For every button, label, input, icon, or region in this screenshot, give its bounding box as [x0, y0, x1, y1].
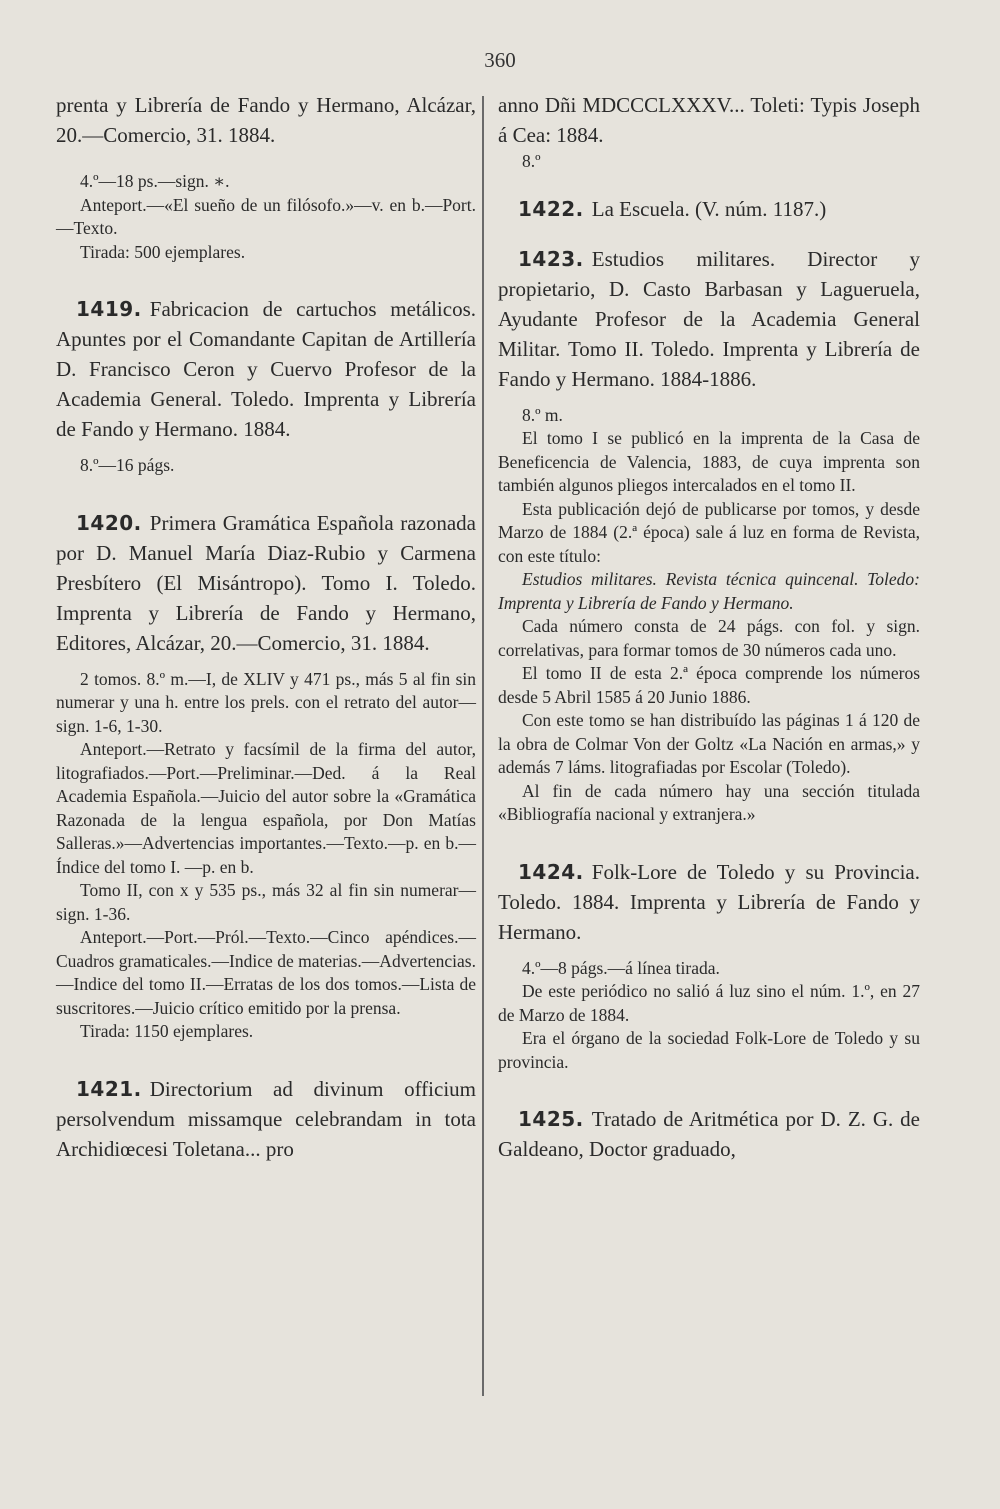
entry-1423-note: El tomo I se publicó en la imprenta de la Casa de Beneficencia de Valencia, 1883, de cuya imprenta son también algunos pliegos intercalados en el tomo II. [498, 428, 920, 495]
entry-1423-note: Con este tomo se han distribuído las páginas 1 á 120 de la obra de Colmar Von der Goltz «La Nación en armas,» y además 7 láms. litografiadas por Escolar (Toledo). [498, 710, 920, 777]
entry-1423-note: Esta publicación dejó de publicarse por tomos, y desde Marzo de 1884 (2.ª época) sale á luz en forma de Revista, con este título: [498, 498, 920, 566]
entry-1424 [498, 857, 920, 947]
entry-1424-format: 4.º—8 págs.—á línea tirada. [522, 957, 720, 978]
continued-entry-text: prenta y Librería de Fando y Hermano, Alcázar, 20.—Comercio, 31. 1884. [56, 93, 476, 147]
page-number: 360 [484, 48, 516, 72]
entry-number: 1420. [76, 510, 142, 535]
entry-1423-format: 8.º m. [522, 404, 563, 425]
entry-1420-tomo2: Tomo II, con x y 535 ps., más 32 al fin sin numerar—sign. 1-36. [56, 880, 476, 924]
entry-number: 1421. [76, 1076, 142, 1101]
entry-1420-tirada: Tirada: 1150 ejemplares. [80, 1021, 254, 1041]
entry-number: 1419. [76, 297, 142, 321]
entry-1423 [498, 244, 920, 394]
entry-1420-anteport2: Anteport.—Port.—Pról.—Texto.—Cinco apéndices.—Cuadros gramaticales.—Indice de materias.—Advertencias.—Indice del tomo II.—Erratas de los dos tomos.—Lista de suscritores.—Juicio crítico emitido por la prensa. [56, 927, 476, 1018]
right-column [498, 90, 920, 1164]
entry-1423-note: Al fin de cada número hay una sección titulada «Bibliografía nacional y extranjera.» [498, 780, 920, 824]
continued-entry-tirada: Tirada: 500 ejemplares. [80, 241, 246, 262]
entry-title: Directorium ad divinum officium persolvendum missamque celebrandam in tota Archidiœcesi Toletana... pro [56, 1076, 476, 1161]
entry-1421 [56, 1074, 476, 1164]
entry-1425 [498, 1104, 920, 1164]
entry-title: Fabricacion de cartuchos metálicos. Apuntes por el Comandante Capitan de Artillería D. Francisco Ceron y Cuervo Profesor de la Academia General. Toledo. Imprenta y Librería de Fando y Hermano. 1884. [56, 297, 476, 441]
left-column [56, 90, 476, 1164]
entry-1420-format: 2 tomos. 8.º m.—I, de XLIV y 471 ps., más 5 al fin sin numerar y una h. entre los prels. con el retrato del autor—sign. 1-6, 1-30. [56, 668, 476, 736]
entry-title: La Escuela. (V. núm. 1187.) [591, 196, 827, 221]
continued-entry-anteport: Anteport.—«El sueño de un filósofo.»—v. en b.—Port.—Texto. [56, 194, 476, 238]
entry-1422 [498, 194, 920, 224]
entry-title: Estudios militares. Director y propietario, D. Casto Barbasan y Lagueruela, Ayudante Profesor de la Academia General Militar. Tomo II. Toledo. Imprenta y Librería de Fando y Hermano. 1884-1886. [498, 246, 920, 391]
entry-title: Primera Gramática Española razonada por D. Manuel María Diaz-Rubio y Carmena Presbítero (El Misántropo). Tomo I. Toledo. Imprenta y Librería de Fando y Hermano, Editores, Alcázar, 20.—Comercio, 31. 1884. [56, 510, 476, 655]
entry-1424-note: Era el órgano de la sociedad Folk-Lore de Toledo y su provincia. [498, 1028, 920, 1072]
entry-1423-note: El tomo II de esta 2.ª época comprende los números desde 5 Abril 1585 á 20 Junio 1886. [498, 663, 920, 707]
entry-title: Folk-Lore de Toledo y su Provincia. Toledo. 1884. Imprenta y Librería de Fando y Hermano. [498, 859, 920, 944]
continued-entry-text: anno Dñi MDCCCLXXXV... Toleti: Typis Joseph á Cea: 1884. [498, 93, 920, 147]
entry-1420 [56, 508, 476, 658]
entry-number: 1423. [518, 246, 584, 271]
entry-1419 [56, 294, 476, 444]
entry-number: 1425. [518, 1107, 584, 1131]
entry-1424-note: De este periódico no salió á luz sino el núm. 1.º, en 27 de Marzo de 1884. [498, 981, 920, 1025]
entry-title: Tratado de Aritmética por D. Z. G. de Galdeano, Doctor graduado, [498, 1107, 920, 1161]
entry-1423-revista-title: Estudios militares. Revista técnica quincenal. Toledo: Imprenta y Librería de Fando y Hermano. [498, 569, 920, 613]
entry-1419-format: 8.º—16 págs. [80, 455, 175, 475]
entry-1423-note: Cada número consta de 24 págs. con fol. y sign. correlativas, para formar tomos de 30 números cada uno. [498, 616, 920, 660]
continued-entry-format: 4.º—18 ps.—sign. ∗. [80, 171, 230, 191]
entry-1420-anteport: Anteport.—Retrato y facsímil de la firma del autor, litografiados.—Port.—Preliminar.—Ded. á la Real Academia Española.—Juicio del autor sobre la «Gramática Razonada de la lengua española, por Don Matías Salleras.»—Advertencias importantes.—Texto.—p. en b.—Índice del tomo I. —p. en b. [56, 739, 476, 877]
entry-number: 1424. [518, 859, 584, 884]
continued-entry-format: 8.º [522, 151, 541, 171]
column-divider [482, 96, 484, 1396]
entry-number: 1422. [518, 196, 584, 221]
